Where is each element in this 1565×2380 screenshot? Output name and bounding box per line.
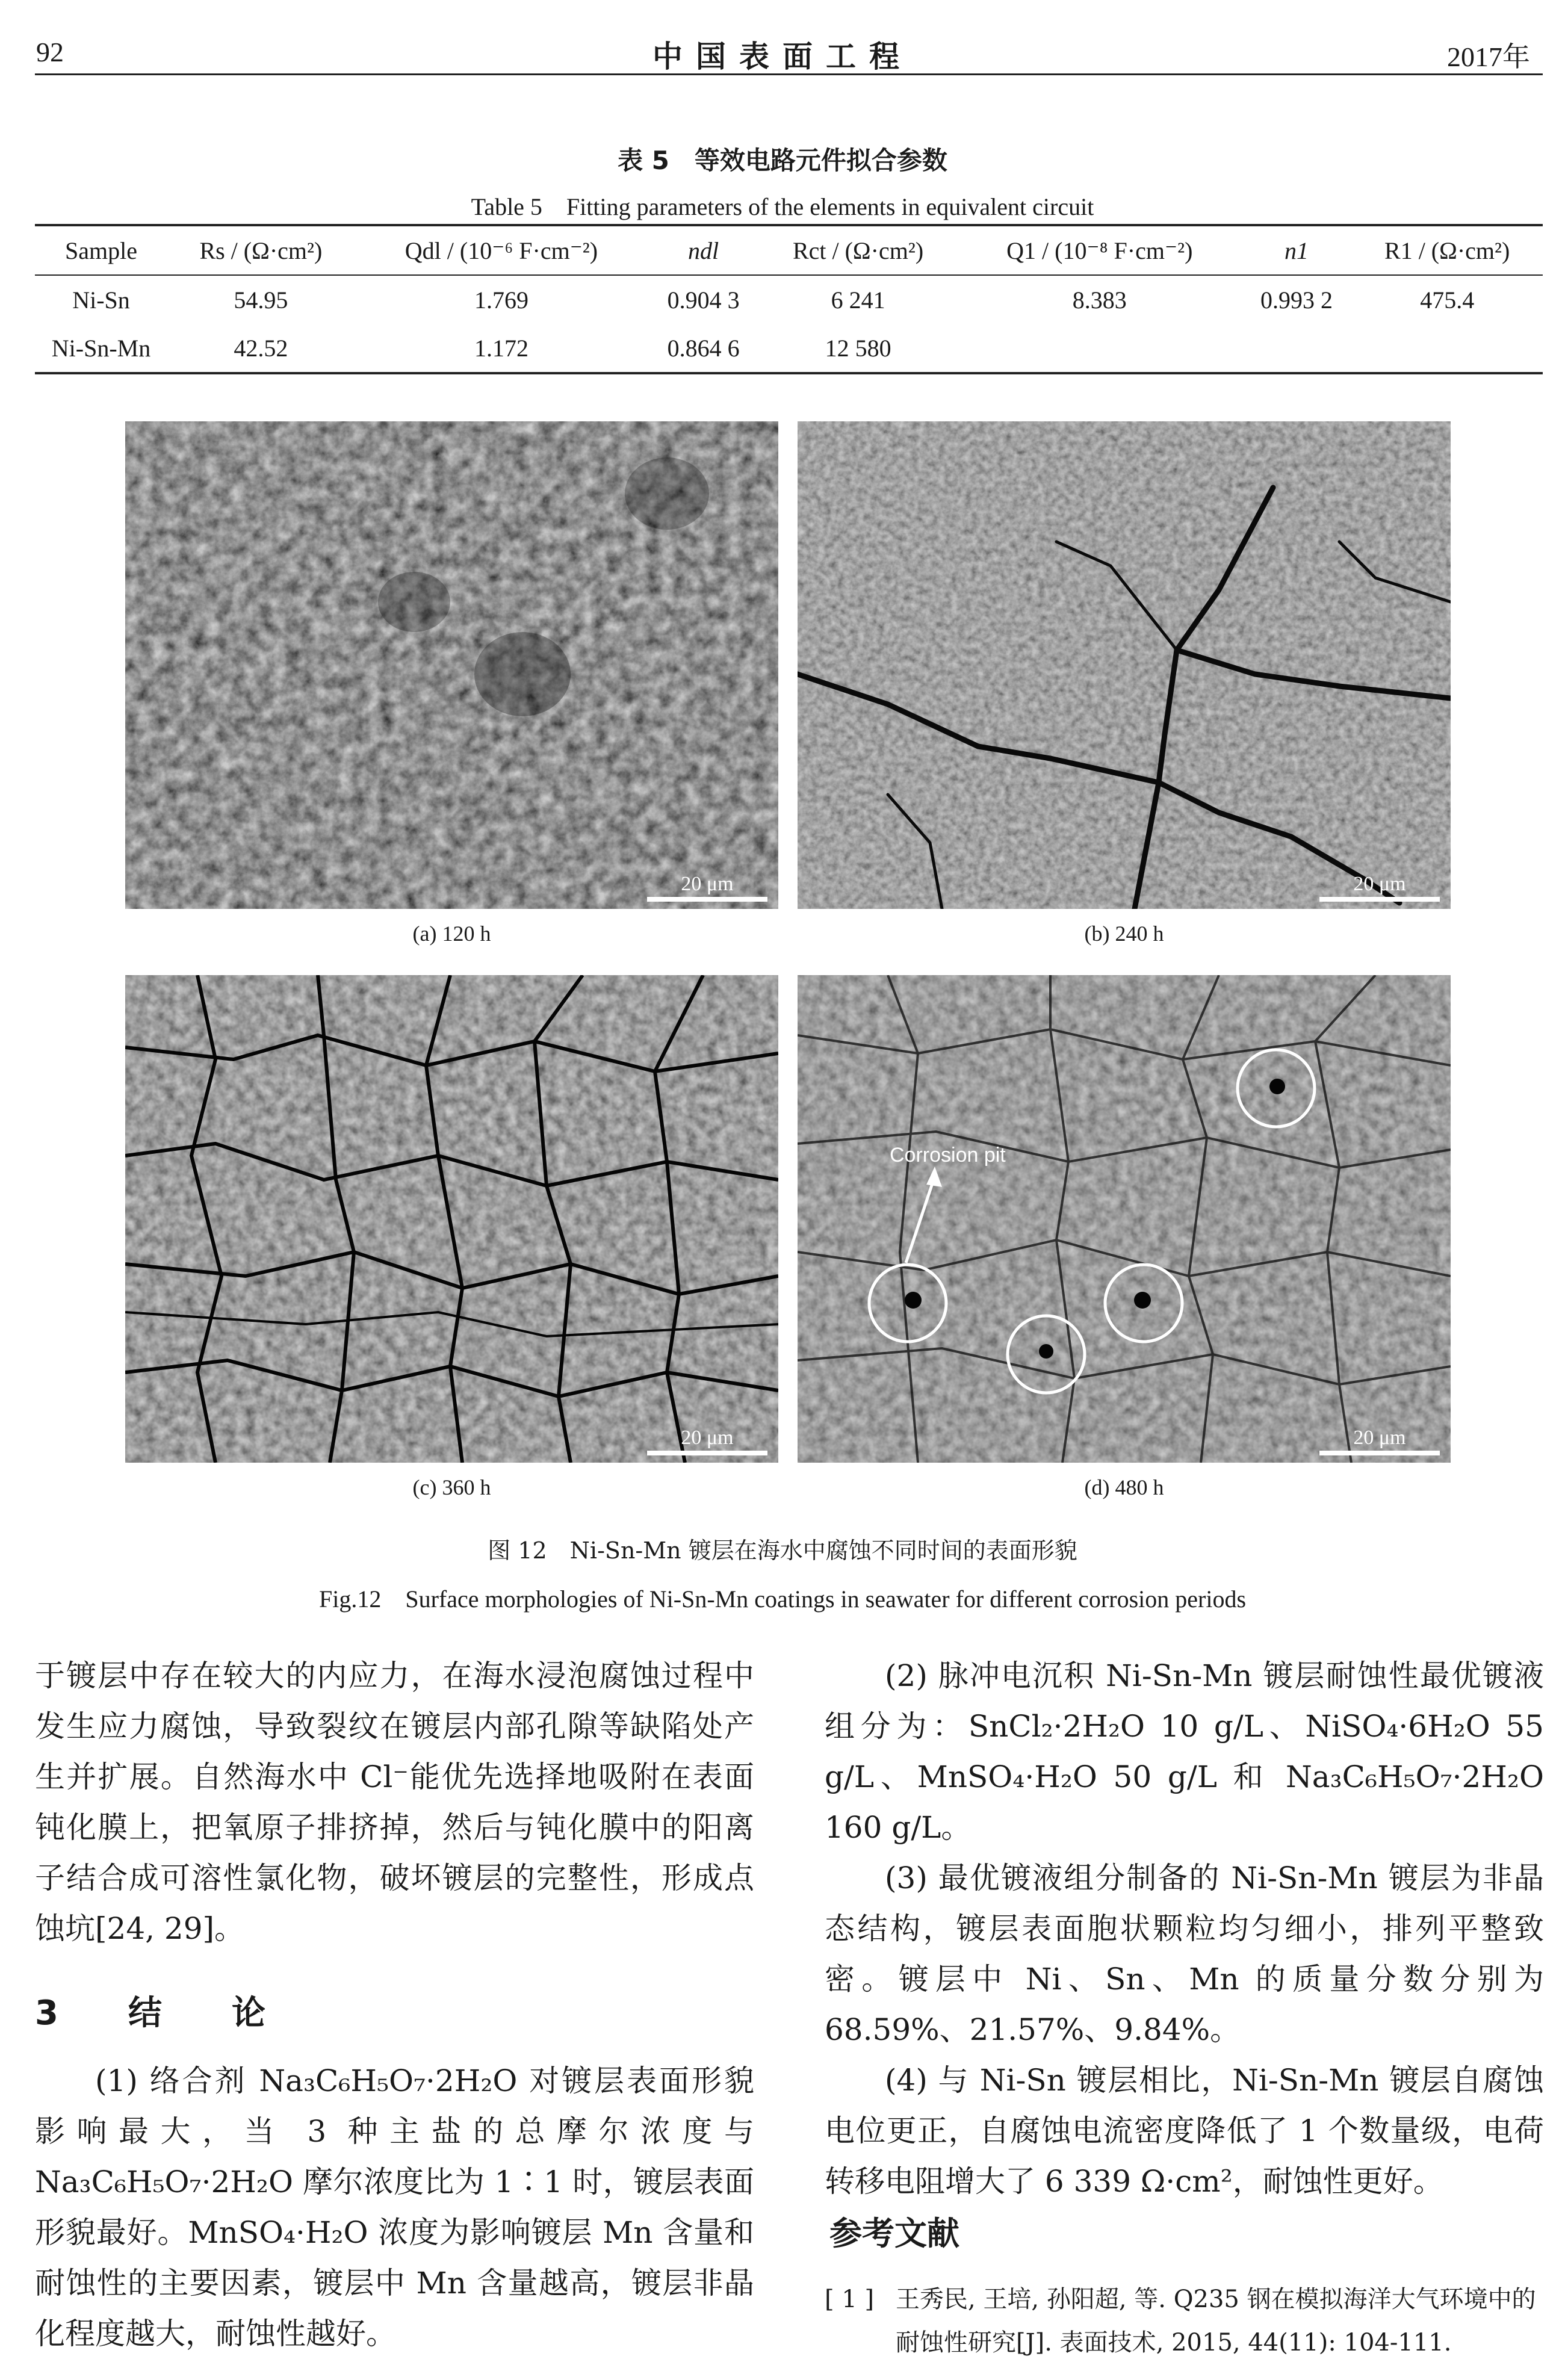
body-paragraph: (4) 与 Ni-Sn 镀层相比，Ni-Sn-Mn 镀层自腐蚀电位更正，自腐蚀电流密度降低了 1 个数量级，电荷转移电阻增大了 6 339 Ω·cm²，耐蚀性更好。 [825, 2063, 1544, 2199]
table-header-cell: Rct / (Ω·cm²) [758, 225, 958, 275]
scale-bar [647, 1427, 767, 1455]
reference-text: 王秀民, 王培, 孙阳超, 等. Q235 钢在模拟海洋大气环境中的耐蚀性研究[J]. 表面技术, 2015, 44(11): 104-111. [896, 2285, 1536, 2357]
reference-number: [ 1 ] [825, 2285, 875, 2313]
scale-bar [1319, 1427, 1440, 1455]
table-header-cell: Sample [35, 225, 167, 275]
left-column-text [35, 1650, 754, 1954]
page-number: 92 [36, 37, 64, 67]
sem-image-c [125, 975, 778, 1463]
scale-bar-label: 20 μm [681, 1427, 734, 1449]
table-cell: 0.864 6 [648, 324, 758, 373]
table-cell: 475.4 [1420, 286, 1475, 314]
table-cell: 1.769 [474, 286, 528, 314]
table-cell: 6 241 [831, 286, 885, 314]
micrograph-panel-b [798, 421, 1451, 909]
panel-caption-d: (d) 480 h [1084, 1475, 1164, 1499]
table-header-cell: Q1 / (10⁻⁸ F·cm⁻²) [958, 225, 1241, 275]
panel-caption-c: (c) 360 h [412, 1475, 491, 1499]
table-header-row [35, 225, 1543, 275]
table-cell [1351, 324, 1543, 373]
journal-title: 中国表面工程 [652, 39, 913, 74]
scale-bar-label: 20 μm [681, 873, 734, 895]
panel-caption-b: (b) 240 h [1084, 922, 1164, 946]
body-paragraph: (1) 络合剂 Na₃C₆H₅O₇·2H₂O 对镀层表面形貌影响最大，当 3 种主盐的总摩尔浓度与 Na₃C₆H₅O₇·2H₂O 摩尔浓度比为 1∶1 时，镀层表面形貌最好。MnSO₄·H₂O 浓度为影响镀层 Mn 含量和耐蚀性的主要因素，镀层中 Mn 含量越高，镀层非晶化程度越大，耐蚀性越好。 [35, 2063, 754, 2351]
table-header-cell: Qdl / (10⁻⁶ F·cm⁻²) [355, 225, 648, 275]
table-title-en: Table 5 Fitting parameters of the elements in equivalent circuit [471, 193, 1094, 220]
table-cell: 42.52 [167, 324, 355, 373]
table-cell: Ni-Sn-Mn [35, 324, 167, 373]
conclusion-paragraph-1 [35, 2056, 754, 2359]
table-cell: 0.904 3 [667, 286, 740, 314]
sem-image-d [798, 975, 1451, 1463]
micrograph-panel-d [798, 975, 1451, 1463]
table-cell: 1.172 [355, 324, 648, 373]
body-paragraph: (2) 脉冲电沉积 Ni-Sn-Mn 镀层耐蚀性最优镀液组分为：SnCl₂·2H₂O 10 g/L、NiSO₄·6H₂O 55 g/L、MnSO₄·H₂O 50 g/L 和 Na₃C₆H₅O₇·2H₂O 160 g/L。 [825, 1658, 1544, 1845]
table-cell: 0.993 2 [1260, 286, 1333, 314]
micrograph-panel-a [125, 421, 778, 909]
table-header-cell: n1 [1241, 225, 1351, 275]
table-header-cell: R1 / (Ω·cm²) [1351, 225, 1543, 275]
sem-image-b [798, 421, 1451, 909]
table-cell [1241, 324, 1351, 373]
body-paragraph: (3) 最优镀液组分制备的 Ni-Sn-Mn 镀层为非晶态结构，镀层表面胞状颗粒均匀细小，排列平整致密。镀层中 Ni、Sn、Mn 的质量分数分别为 68.59%、21.57%、9.84%。 [825, 1861, 1544, 2047]
table-title-cn: 表 5 等效电路元件拟合参数 [618, 146, 947, 175]
table-header-cell: ndl [648, 225, 758, 275]
table-row [35, 275, 1543, 324]
panel-caption-a: (a) 120 h [412, 922, 491, 946]
scale-bar [1319, 873, 1440, 902]
scale-bar-label: 20 μm [1353, 1427, 1406, 1449]
sem-image-a [125, 421, 778, 909]
body-paragraph: 于镀层中存在较大的内应力，在海水浸泡腐蚀过程中发生应力腐蚀，导致裂纹在镀层内部孔隙等缺陷处产生并扩展。自然海水中 Cl⁻能优先选择地吸附在表面钝化膜上，把氧原子排挤掉，然后与钝化膜中的阳离子结合成可溶性氯化物，破坏镀层的完整性，形成点蚀坑[24, 29]。 [35, 1658, 754, 1946]
fitting-parameters-table [35, 224, 1543, 374]
table-cell [958, 324, 1241, 373]
publication-year: 2017年 [1447, 42, 1530, 72]
table-cell: 12 580 [758, 324, 958, 373]
table-cell: Ni-Sn [72, 286, 130, 314]
table-cell: 8.383 [1072, 286, 1127, 314]
scale-bar-label: 20 μm [1353, 873, 1406, 895]
section-heading: 3 结 论 [35, 1994, 284, 2033]
corrosion-pit-label: Corrosion pit [890, 1144, 1006, 1167]
header-rule [35, 73, 1543, 75]
right-column-text [825, 1650, 1544, 2207]
figure-caption-en: Fig.12 Surface morphologies of Ni-Sn-Mn coatings in seawater for different corrosion periods [318, 1585, 1247, 1613]
table-row [35, 324, 1543, 373]
table-header-cell: Rs / (Ω·cm²) [167, 225, 355, 275]
table-cell: 54.95 [234, 286, 288, 314]
micrograph-panel-c [125, 975, 778, 1463]
reference-item [825, 2278, 1544, 2364]
references-heading: 参考文献 [829, 2214, 959, 2252]
figure-caption-cn: 图 12 Ni-Sn-Mn 镀层在海水中腐蚀不同时间的表面形貌 [488, 1537, 1077, 1564]
scale-bar [647, 873, 767, 902]
